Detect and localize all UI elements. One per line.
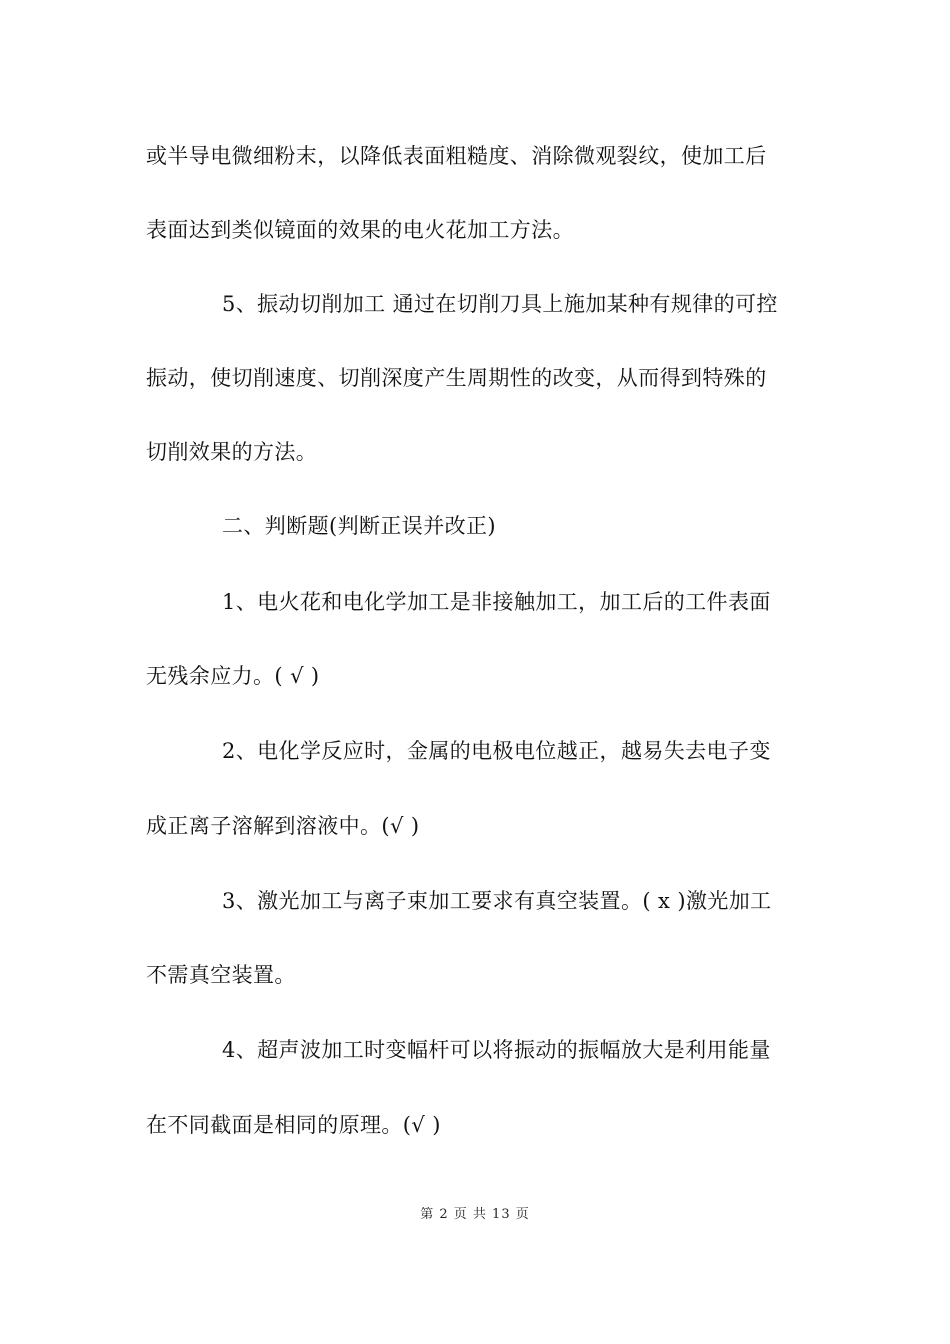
text-line: 表面达到类似镜面的效果的电火花加工方法。 [146, 218, 574, 242]
page-number-footer: 第 2 页 共 13 页 [420, 1207, 530, 1222]
text-line: 2、电化学反应时，金属的电极电位越正，越易失去电子变 [222, 739, 771, 763]
text-line: 切削效果的方法。 [146, 440, 318, 464]
text-line: 振动，使切削速度、切削深度产生周期性的改变，从而得到特殊的 [146, 366, 767, 390]
text-line: 或半导电微细粉末，以降低表面粗糙度、消除微观裂纹，使加工后 [146, 144, 767, 168]
text-line: 成正离子溶解到溶液中。(√ ) [146, 814, 420, 838]
text-line: 3、激光加工与离子束加工要求有真空装置。( x )激光加工 [222, 889, 772, 913]
text-line: 1、电火花和电化学加工是非接触加工，加工后的工件表面 [222, 590, 771, 614]
text-line: 在不同截面是相同的原理。(√ ) [146, 1113, 441, 1137]
section-heading: 二、判断题(判断正误并改正) [222, 514, 496, 538]
text-line: 无残余应力。( √ ) [146, 664, 320, 688]
text-line: 5、振动切削加工 通过在切削刀具上施加某种有规律的可控 [222, 292, 778, 316]
text-line: 4、超声波加工时变幅杆可以将振动的振幅放大是利用能量 [222, 1038, 771, 1062]
text-line: 不需真空装置。 [146, 963, 296, 987]
